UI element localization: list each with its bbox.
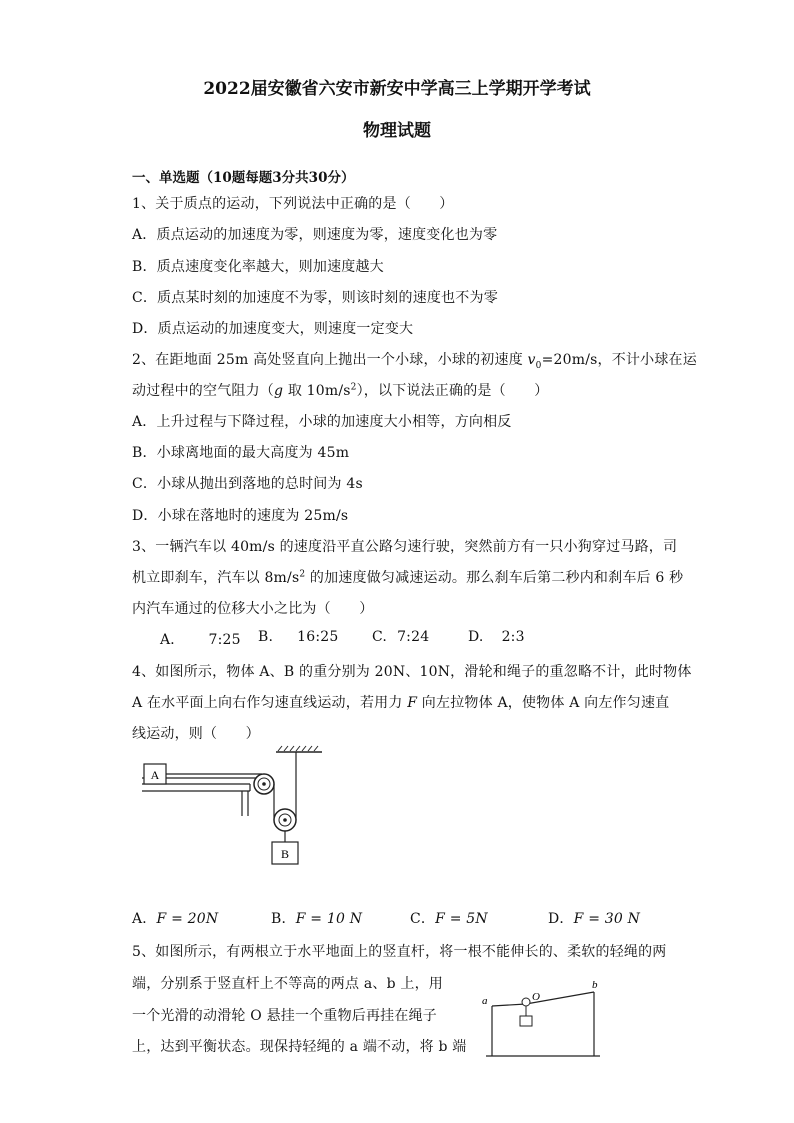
q4-line-2 — [132, 692, 669, 712]
q5-line-1: 5、如图所示，有两根立于水平地面上的竖直杆，将一根不能伸长的、柔软的轻绳的两 — [132, 944, 667, 960]
q2-v-subscript: 0 — [535, 360, 542, 371]
q3-superscript: 2 — [299, 569, 306, 580]
q3-option-d-letter: D. — [468, 629, 484, 645]
q4-line-2-start: A 在水平面上向右作匀速直线运动，若用力 — [132, 695, 408, 711]
q4-pulley-figure — [138, 744, 322, 870]
q3-option-c-value: 7:24 — [397, 629, 430, 645]
point-b-label: b — [592, 979, 598, 991]
q2-option-d: D．小球在落地时的速度为 25m/s — [132, 508, 349, 524]
q2-g-symbol: g — [274, 383, 284, 399]
q4-line-2-end: 向左拉物体 A，使物体 A 向左作匀速直 — [417, 695, 670, 711]
q3-line-2-end: 的加速度做匀减速运动。那么刹车后第二秒内和刹车后 6 秒 — [305, 570, 684, 586]
q4-option-b-letter: B． — [271, 911, 296, 927]
q3-option-c-letter: C. — [372, 629, 388, 645]
q1-option-d: D．质点运动的加速度变大，则速度一定变大 — [132, 321, 414, 337]
q3-option-b-value: 16:25 — [297, 629, 339, 645]
q2-line-2-end: ），以下说法正确的是（ ） — [356, 383, 549, 399]
page-title: 2022届安徽省六安市新安中学高三上学期开学考试 — [203, 79, 591, 99]
q2-line-2-start: 动过程中的空气阻力（ — [132, 383, 274, 399]
q1-option-b: B．质点速度变化率越大，则加速度越大 — [132, 259, 384, 275]
q5-line-3: 一个光滑的动滑轮 O 悬挂一个重物后再挂在绳子 — [132, 1008, 437, 1024]
q4-option-c-expr: F = 5N — [435, 911, 488, 927]
pulley-o-label: O — [532, 991, 540, 1003]
block-a-label: A — [150, 768, 160, 782]
q3-line-2 — [132, 567, 683, 587]
q3-line-1: 3、一辆汽车以 40m/s 的速度沿平直公路匀速行驶，突然前方有一只小狗穿过马路，司 — [132, 539, 678, 555]
q4-line-1: 4、如图所示，物体 A、B 的重分别为 20N、10N，滑轮和绳子的重忽略不计，此时物体 — [132, 664, 692, 680]
q5-line-4: 上，达到平衡状态。现保持轻绳的 a 端不动，将 b 端 — [132, 1039, 467, 1055]
q5-line-2: 端，分别系于竖直杆上不等高的两点 a、b 上，用 — [132, 976, 444, 992]
block-b-label: B — [280, 847, 290, 861]
q3-option-a — [160, 629, 241, 649]
q4-option-c-letter: C． — [410, 911, 436, 927]
q4-option-b-expr: F = 10 N — [295, 911, 363, 927]
q2-option-b: B．小球离地面的最大高度为 45m — [132, 445, 350, 461]
q2-line-2-mid: 取 10m/s — [283, 383, 351, 399]
q3-option-b — [258, 629, 339, 645]
q4-f-symbol: F — [407, 695, 418, 711]
q2-line-2 — [132, 380, 548, 400]
q2-line-1 — [132, 349, 697, 371]
q4-option-a-letter: A． — [132, 911, 157, 927]
q3-option-d-value: 2:3 — [501, 629, 525, 645]
q2-superscript: 2 — [350, 382, 357, 393]
q2-v-symbol: v — [527, 352, 536, 368]
q2-line-1-end: =20m/s，不计小球在运 — [541, 352, 697, 368]
q5-poles-figure — [476, 978, 618, 1060]
q4-option-d — [548, 908, 640, 928]
q2-line-1-start: 2、在距地面 25m 高处竖直向上抛出一个小球，小球的初速度 — [132, 352, 528, 368]
q4-option-d-letter: D． — [548, 911, 574, 927]
q4-line-3: 线运动，则（ ） — [132, 726, 260, 742]
q3-option-c — [372, 629, 429, 645]
q1-stem: 1、关于质点的运动，下列说法中正确的是（ ） — [132, 196, 454, 212]
q3-line-3: 内汽车通过的位移大小之比为（ ） — [132, 601, 374, 617]
q1-option-a: A．质点运动的加速度为零，则速度为零，速度变化也为零 — [132, 227, 498, 243]
q2-option-a: A．上升过程与下降过程，小球的加速度大小相等，方向相反 — [132, 414, 512, 430]
q3-option-a-value: 7:25 — [208, 632, 241, 648]
point-a-label: a — [482, 995, 488, 1007]
q1-option-c: C．质点某时刻的加速度不为零，则该时刻的速度也不为零 — [132, 290, 498, 306]
q4-option-d-expr: F = 30 N — [573, 911, 641, 927]
section-heading: 一、单选题（10题每题3分共30分） — [132, 170, 355, 186]
q3-option-d — [468, 629, 525, 645]
q3-line-2-start: 机立即刹车，汽车以 8m/s — [132, 570, 300, 586]
q3-option-b-letter: B. — [258, 629, 274, 645]
q4-option-a-expr: F = 20N — [156, 911, 219, 927]
q3-option-a-letter: A． — [160, 632, 185, 648]
q4-option-a — [132, 908, 218, 928]
page-subtitle: 物理试题 — [363, 121, 431, 141]
q2-option-c: C．小球从抛出到落地的总时间为 4s — [132, 476, 363, 492]
q4-option-c — [410, 908, 488, 928]
q4-option-b — [271, 908, 362, 928]
